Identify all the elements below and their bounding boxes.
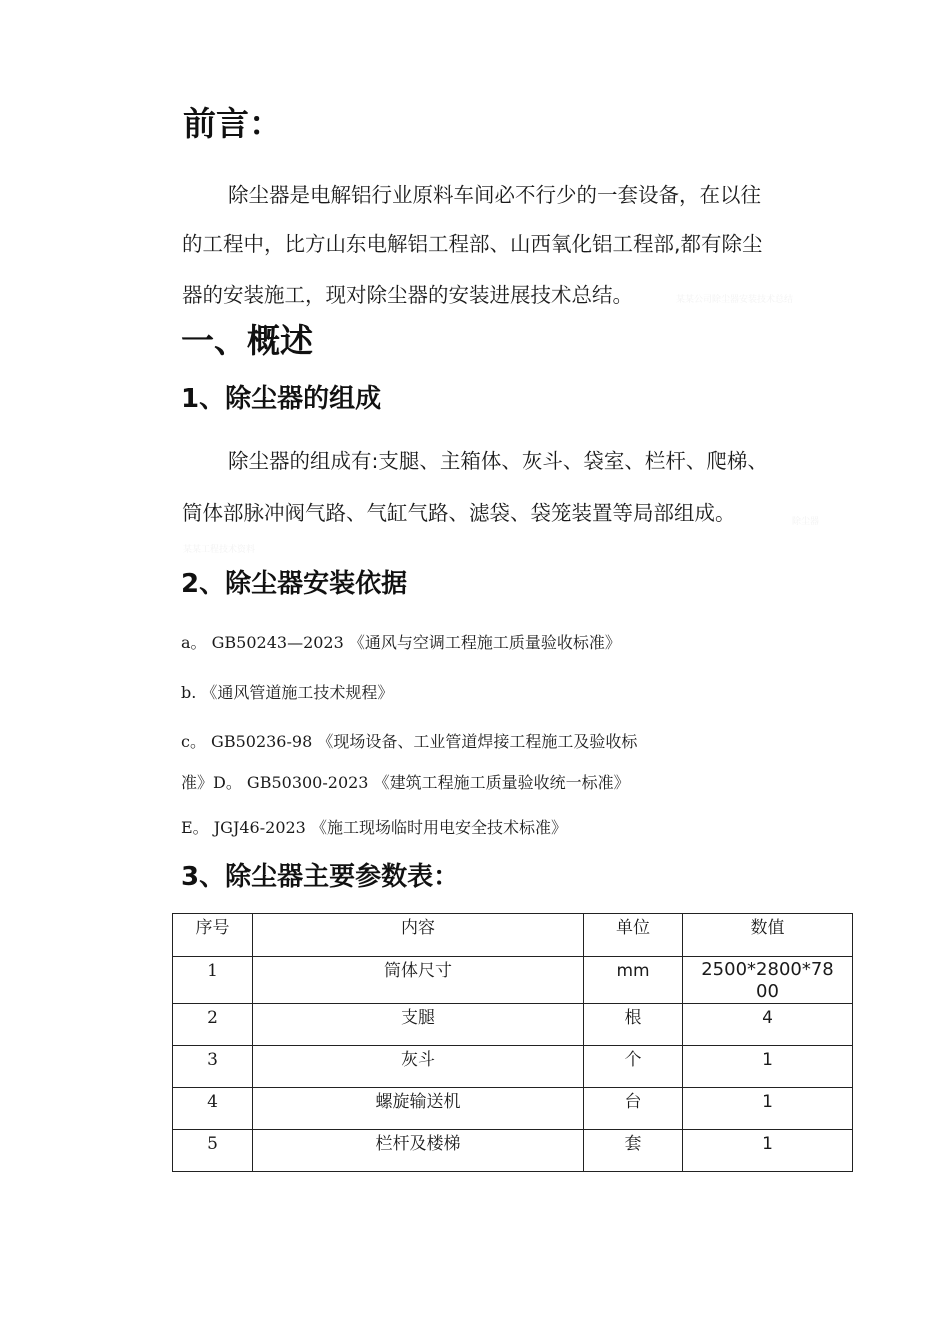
cell-value: 1	[683, 1046, 853, 1088]
cell-value: 1	[683, 1130, 853, 1172]
reference-c-line-2: 准》D。 GB50300-2023 《建筑工程施工质量验收统一标准》	[181, 773, 630, 792]
header-unit: 单位	[584, 914, 683, 957]
cell-unit: 个	[584, 1046, 683, 1088]
faint-watermark-1: 某某公司除尘器安装技术总结	[676, 295, 794, 305]
cell-content: 支腿	[253, 1004, 584, 1046]
table-row	[173, 957, 853, 1004]
cell-no: 2	[173, 1004, 253, 1046]
cell-unit: 根	[584, 1004, 683, 1046]
cell-content: 筒体尺寸	[253, 957, 584, 1004]
table-row	[173, 1088, 853, 1130]
parameters-table	[172, 913, 853, 1172]
header-no: 序号	[173, 914, 253, 957]
preface-line-3: 器的安装施工，现对除尘器的安装进展技术总结。	[182, 283, 633, 307]
cell-content: 螺旋输送机	[253, 1088, 584, 1130]
section-1-title: 一、概述	[181, 321, 313, 360]
cell-value: 2500*2800*7800	[683, 957, 853, 1004]
composition-line-2: 筒体部脉冲阀气路、气缸气路、滤袋、袋笼装置等局部组成。	[182, 501, 736, 525]
faint-watermark-2: 除尘器	[792, 517, 820, 527]
cell-no: 3	[173, 1046, 253, 1088]
reference-b: b. 《通风管道施工技术规程》	[181, 683, 394, 702]
preface-title: 前言：	[183, 104, 282, 143]
cell-value: 4	[683, 1004, 853, 1046]
cell-value: 1	[683, 1088, 853, 1130]
subsection-3-title: 3、除尘器主要参数表：	[181, 862, 460, 892]
cell-content: 灰斗	[253, 1046, 584, 1088]
preface-line-1: 除尘器是电解铝行业原料车间必不行少的一套设备，在以往	[228, 183, 761, 207]
subsection-2-title: 2、除尘器安装依据	[181, 569, 408, 599]
cell-no: 5	[173, 1130, 253, 1172]
cell-unit: 套	[584, 1130, 683, 1172]
cell-unit: mm	[584, 957, 683, 1004]
reference-e: E。 JGJ46-2023 《施工现场临时用电安全技术标准》	[181, 818, 567, 837]
composition-line-1: 除尘器的组成有:支腿、主箱体、灰斗、袋室、栏杆、爬梯、	[228, 449, 768, 473]
cell-unit: 台	[584, 1088, 683, 1130]
table-row	[173, 1046, 853, 1088]
cell-no: 4	[173, 1088, 253, 1130]
reference-a: a。 GB50243—2023 《通风与空调工程施工质量验收标准》	[181, 633, 621, 652]
subsection-1-title: 1、除尘器的组成	[181, 384, 382, 414]
cell-content: 栏杆及楼梯	[253, 1130, 584, 1172]
cell-no: 1	[173, 957, 253, 1004]
preface-line-2: 的工程中，比方山东电解铝工程部、山西氧化铝工程部,都有除尘	[182, 232, 763, 256]
table-header-row	[173, 914, 853, 957]
header-value: 数值	[683, 914, 853, 957]
faint-watermark-3: 某某工程技术资料	[183, 545, 256, 555]
table-row	[173, 1130, 853, 1172]
reference-c-line-1: c。 GB50236-98 《现场设备、工业管道焊接工程施工及验收标	[181, 732, 638, 751]
table-row	[173, 1004, 853, 1046]
header-content: 内容	[253, 914, 584, 957]
